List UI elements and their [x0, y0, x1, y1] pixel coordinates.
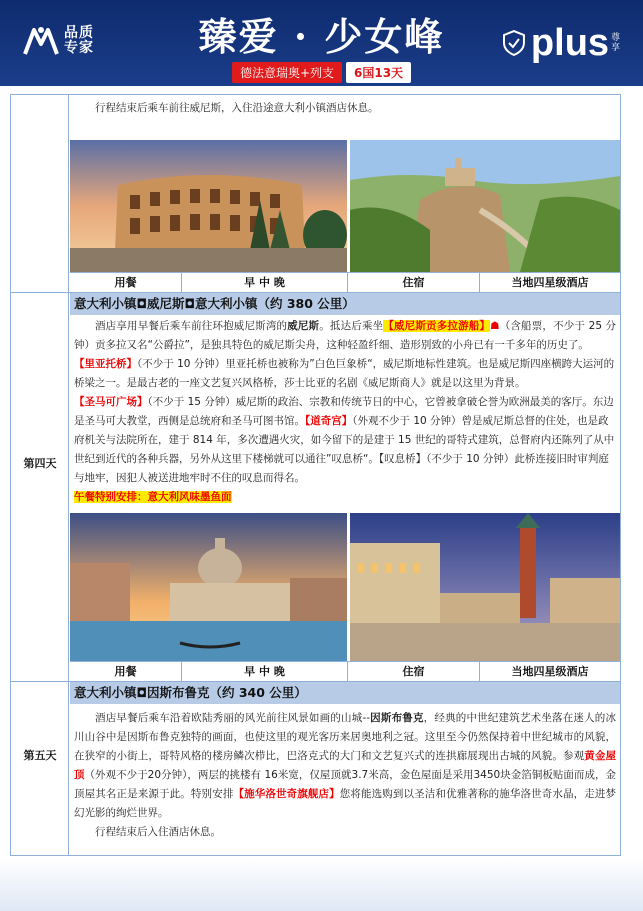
text-span: （含船票，不少于 25 分钟）贡多拉又名“公爵拉”，是独具特色的威尼斯尖舟，这种轻盈纤细、造形别致的小舟已有一千多年的历史了。	[74, 320, 617, 351]
lunch-note-text: 午餐特别安排：意大利风味墨鱼面	[74, 491, 232, 503]
doge-palace-highlight: 【道奇宫】	[305, 415, 353, 427]
text-span: 您将能选购到以圣洁和优雅著称的施华洛世奇水晶，走进梦幻光影的绚烂世界。	[74, 788, 617, 819]
day3-end-paragraph: 行程结束后乘车前往威尼斯，入住沿途意大利小镇酒店休息。	[95, 102, 379, 114]
hotel-value: 当地四星级酒店	[511, 665, 589, 678]
text-span: （外观不少于 10 分钟）曾是威尼斯总督的住处，也是政府机关与法院所在，建于 814 年，多次遭遇火灾，如今留下的是建于 15 世纪的哥特式建筑，总督府内还陈列了从中世纪到近代的各种兵器，另外从这里下楼梯就可以通往”叹息桥“。【叹息桥】（不少于 10 分钟）此桥连接旧时审判庭与地牢，因犯人被送进地牢时不住的叹息而得名。	[74, 415, 615, 484]
civita-photo	[350, 140, 620, 272]
gondola-highlight: 【威尼斯贡多拉游船】	[383, 320, 491, 332]
text-span: 。抵达后乘坐	[319, 320, 384, 332]
day5-paragraph-1	[74, 709, 616, 823]
san-marco-highlight: 【圣马可广场】	[74, 396, 148, 408]
text-span: 酒店早餐后乘车沿着欧陆秀丽的风光前往风景如画的山城--	[95, 712, 370, 724]
day4-paragraph-2	[74, 355, 616, 393]
plus-logo	[503, 18, 623, 68]
text-span: 酒店享用早餐后乘车前往环抱威尼斯湾的	[95, 320, 288, 332]
golden-roof-highlight: 黄金屋顶	[74, 750, 617, 781]
swarovski-highlight: 【施华洛世奇旗舰店】	[233, 788, 340, 800]
brand-line-2: 专家	[64, 40, 94, 56]
day5-paragraph-2: 行程结束后入住酒店休息。	[95, 826, 221, 838]
day4-paragraph-3	[74, 393, 616, 488]
text-span: ，经典的中世纪建筑艺术坐落在迷人的冰川山谷中是因斯布鲁克独特的画面，也使这里的观光客历来居奥地利之冠。这里至今仍然保持着中世纪城市的风貌，在狭窄的小街上，哥特风格的楼房鳞次栉比，巴洛克式的大门和文艺复兴式的连拱廊展现出古城的风貌。参观	[74, 712, 617, 762]
day5-label: 第五天	[23, 749, 57, 762]
meal-value: 早 中 晚	[182, 662, 348, 682]
meal-label: 用餐	[70, 662, 182, 682]
day3-end-text	[70, 99, 620, 118]
day-column	[11, 95, 69, 855]
hotel-label: 住宿	[348, 662, 480, 682]
text-span: （不少于 15 分钟）威尼斯的政治、宗教和传统节日的中心，它曾被拿破仑誉为欧洲最美的客厅。东边是圣马可大教堂，西侧是总统府和圣马可图书馆。	[74, 396, 614, 427]
day4-paragraph-1	[74, 317, 616, 355]
day4-route: 意大利小镇◘威尼斯◘意大利小镇（约 380 公里）	[70, 293, 620, 315]
day5-text	[70, 709, 620, 842]
hotel-label: 住宿	[348, 273, 480, 293]
plus-small-label: 尊享	[611, 33, 621, 53]
subtitle-duration: 6国13天	[346, 62, 411, 83]
day4-text	[70, 317, 620, 507]
itinerary-table	[10, 94, 621, 856]
plus-label: plus	[530, 21, 610, 64]
brand-line-1: 品质	[64, 25, 94, 41]
hotel-value: 当地四星级酒店	[511, 276, 589, 289]
venice-canal-photo	[70, 513, 347, 661]
venice-name: 威尼斯	[287, 320, 320, 332]
ticket-icon: ☗	[490, 320, 500, 332]
meal-value: 早 中 晚	[182, 273, 348, 293]
colosseum-photo	[70, 140, 347, 272]
day5-route: 意大利小镇◘因斯布鲁克（约 340 公里）	[70, 682, 620, 704]
day3-meal-row	[70, 272, 620, 292]
day4-label: 第四天	[23, 457, 57, 470]
page-title: 臻爱 · 少女峰	[198, 14, 445, 59]
subtitle-countries: 德法意瑞奥+列支	[232, 62, 342, 83]
text-span: （外观不少于20分钟），两层的挑楼有 16米宽，仅屋顶就3.7米高，金色屋面是采用3450块金箔铜板贴面而成，金顶屋其名正是来源于此。特别安排	[74, 769, 616, 800]
itinerary-panel	[0, 86, 643, 911]
innsbruck-name: 因斯布鲁克	[369, 712, 424, 724]
shield-icon	[503, 30, 525, 56]
san-marco-photo	[350, 513, 620, 661]
footer-decoration	[0, 858, 643, 911]
day4-lunch-note	[74, 488, 616, 507]
meal-label: 用餐	[70, 273, 182, 293]
text-span: （不少于 10 分钟）里亚托桥也被称为”白色巨象桥“，威尼斯地标性建筑。也是威尼斯四座横跨大运河的桥梁之一。是最古老的一座文艺复兴风格桥，莎士比亚的名剧《威尼斯商人》就是以这里为背景。	[74, 358, 615, 389]
day4-meal-row	[70, 661, 620, 681]
page-header	[0, 0, 643, 86]
rialto-highlight: 【里亚托桥】	[74, 358, 137, 370]
